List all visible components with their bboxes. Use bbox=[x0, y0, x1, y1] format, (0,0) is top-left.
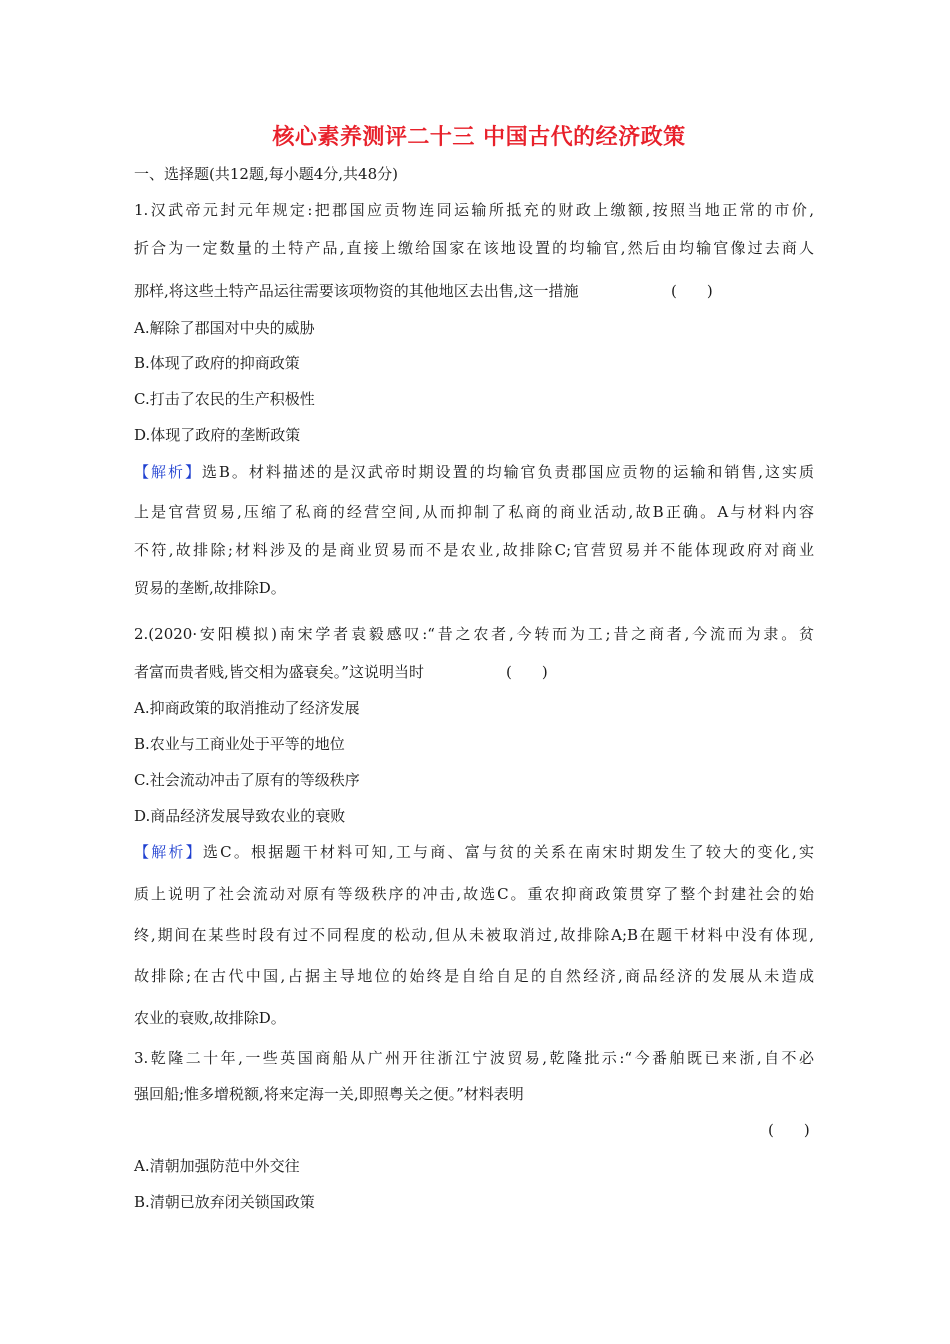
question-2-analysis-line-3: 终,期间在某些时段有过不同程度的松动,但从未被取消过,故排除A;B在题干材料中没有体现, bbox=[134, 926, 814, 944]
question-1-analysis-line-3: 不符,故排除;材料涉及的是商业贸易而不是农业,故排除C;官营贸易并不能体现政府对商业 bbox=[134, 541, 814, 559]
question-2-analysis-line-4: 故排除;在古代中国,占据主导地位的始终是自给自足的自然经济,商品经济的发展从未造成 bbox=[134, 967, 814, 985]
question-2-stem-line-1: 2.(2020·安阳模拟)南宋学者袁毅感叹:“昔之农者,今转而为工;昔之商者,今流而为隶。贫 bbox=[134, 625, 814, 643]
page-title: 核心素养测评二十三 中国古代的经济政策 bbox=[272, 125, 686, 150]
question-1-option-b: B.体现了政府的抑商政策 bbox=[134, 354, 300, 372]
question-2-analysis-line-1 bbox=[134, 842, 814, 862]
question-1-stem-line-2: 折合为一定数量的土特产品,直接上缴给国家在该地设置的均输官,然后由均输官像过去商人 bbox=[134, 239, 814, 257]
question-3-answer-paren: ( ) bbox=[768, 1121, 810, 1139]
analysis-tag: 【解析】 bbox=[134, 463, 202, 481]
question-1-analysis-line-2: 上是官营贸易,压缩了私商的经营空间,从而抑制了私商的商业活动,故B正确。A与材料内容 bbox=[134, 503, 814, 521]
analysis-tag: 【解析】 bbox=[134, 843, 203, 861]
question-2-option-c: C.社会流动冲击了原有的等级秩序 bbox=[134, 771, 360, 789]
question-2-option-b: B.农业与工商业处于平等的地位 bbox=[134, 735, 345, 753]
question-3-stem-line-1: 3.乾隆二十年,一些英国商船从广州开往浙江宁波贸易,乾隆批示:“今番舶既已来浙,自不必 bbox=[134, 1049, 814, 1067]
question-1-option-d: D.体现了政府的垄断政策 bbox=[134, 426, 301, 444]
question-3-stem-line-2: 强回船;惟多增税额,将来定海一关,即照粤关之便。”材料表明 bbox=[134, 1085, 524, 1103]
question-2-analysis-line-2: 质上说明了社会流动对原有等级秩序的冲击,故选C。重农抑商政策贯穿了整个封建社会的始 bbox=[134, 885, 814, 903]
question-2-analysis-line-5: 农业的衰败,故排除D。 bbox=[134, 1009, 286, 1027]
question-1-option-c: C.打击了农民的生产积极性 bbox=[134, 390, 315, 408]
question-1-analysis-line-1 bbox=[134, 462, 814, 482]
question-2-answer-paren: ( ) bbox=[506, 663, 548, 681]
question-3-option-b: B.清朝已放弃闭关锁国政策 bbox=[134, 1193, 315, 1211]
question-2-stem-line-2: 者富而贵者贱,皆交相为盛衰矣。”这说明当时 bbox=[134, 663, 424, 681]
analysis-text: 选B。材料描述的是汉武帝时期设置的均输官负责郡国应贡物的运输和销售,这实质 bbox=[201, 463, 814, 481]
question-1-analysis-line-4: 贸易的垄断,故排除D。 bbox=[134, 579, 286, 597]
section-header: 一、选择题(共12题,每小题4分,共48分) bbox=[134, 165, 398, 183]
question-1-answer-paren: ( ) bbox=[671, 282, 713, 300]
analysis-text: 选C。根据题干材料可知,工与商、富与贫的关系在南宋时期发生了较大的变化,实 bbox=[202, 843, 814, 861]
question-3-option-a: A.清朝加强防范中外交往 bbox=[134, 1157, 300, 1175]
question-1-stem-line-1: 1.汉武帝元封元年规定:把郡国应贡物连同运输所抵充的财政上缴额,按照当地正常的市价, bbox=[134, 201, 814, 219]
question-1-stem-line-3: 那样,将这些土特产品运往需要该项物资的其他地区去出售,这一措施 bbox=[134, 282, 579, 300]
question-2-option-a: A.抑商政策的取消推动了经济发展 bbox=[134, 699, 360, 717]
question-2-option-d: D.商品经济发展导致农业的衰败 bbox=[134, 807, 346, 825]
question-1-option-a: A.解除了郡国对中央的威胁 bbox=[134, 319, 315, 337]
